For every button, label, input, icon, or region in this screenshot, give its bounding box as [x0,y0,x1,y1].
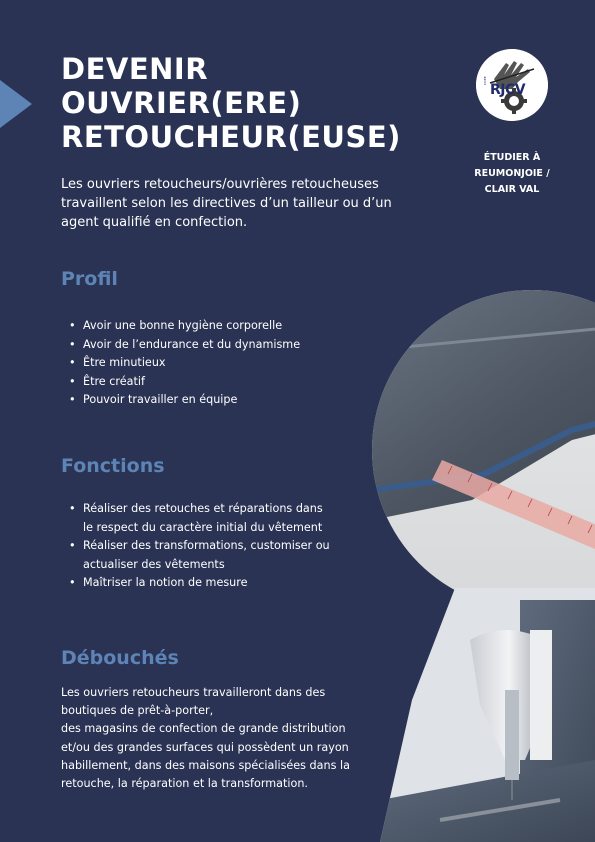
list-item: • Être créatif [67,373,367,392]
debouches-line: Les ouvriers retoucheurs travailleront dans des boutiques de prêt-à-porter, [61,686,326,718]
logo-text: RJCV [490,82,526,98]
intro-text: Les ouvriers retoucheurs/ouvrières retoucheuses travaillent selon les directives d’un tailleur ou d’un agent qualifié en confection. [61,177,392,230]
title-line: OUVRIER(ERE) [61,86,302,120]
title-line: RETOUCHEUR(EUSE) [61,120,401,154]
school-line: ÉTUDIER À [483,152,541,163]
list-item: • Pouvoir travailler en équipe [67,391,367,410]
logo-small-text: LYCÉE [483,76,487,85]
title-line: DEVENIR [61,52,209,86]
list-item: • Réaliser des transformations, customiser ou actualiser des vêtements [67,537,332,574]
list-item: • Réaliser des retouches et réparations dans le respect du caractère initial du vêtement [67,500,332,537]
fonctions-list [67,500,332,593]
debouches-line: des magasins de confection de grande distribution et/ou des grandes surfaces qui possèdent un rayon habillement, dans des maisons spécialisées dans la retouche, la réparation et la transformation. [61,722,350,791]
debouches-text [61,684,371,793]
section-heading-debouches: Débouchés [61,647,179,669]
list-item: • Être minutieux [67,354,367,373]
school-line: CLAIR VAL [484,184,540,195]
profil-list [67,317,367,410]
section-heading-profil: Profil [61,268,118,290]
school-line: REUMONJOIE / [474,168,550,179]
list-item: • Avoir une bonne hygiène corporelle [67,317,367,336]
section-heading-fonctions: Fonctions [61,455,165,477]
list-item: • Maîtriser la notion de mesure [67,574,332,593]
list-item: • Avoir de l’endurance et du dynamisme [67,336,367,355]
